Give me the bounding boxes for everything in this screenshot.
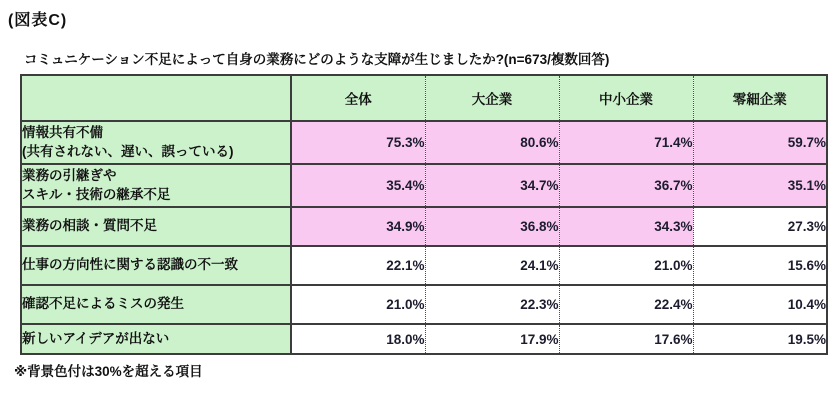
corner-cell — [21, 75, 291, 121]
value-cell: 34.3% — [559, 207, 693, 246]
value-cell: 59.7% — [693, 121, 827, 164]
value-cell: 36.7% — [559, 164, 693, 207]
row-label: 新しいアイデアが出ない — [21, 324, 291, 354]
table-body — [21, 121, 827, 354]
row-label: 確認不足によるミスの発生 — [21, 285, 291, 324]
column-header-1: 全体 — [291, 75, 425, 121]
value-cell: 15.6% — [693, 246, 827, 285]
value-cell: 17.9% — [425, 324, 559, 354]
value-cell: 34.9% — [291, 207, 425, 246]
table-row — [21, 285, 827, 324]
value-cell: 75.3% — [291, 121, 425, 164]
value-cell: 36.8% — [425, 207, 559, 246]
value-cell: 34.7% — [425, 164, 559, 207]
header-row — [21, 75, 827, 121]
table-row — [21, 246, 827, 285]
value-cell: 17.6% — [559, 324, 693, 354]
column-header-2: 大企業 — [425, 75, 559, 121]
value-cell: 71.4% — [559, 121, 693, 164]
value-cell: 21.0% — [291, 285, 425, 324]
value-cell: 35.1% — [693, 164, 827, 207]
value-cell: 18.0% — [291, 324, 425, 354]
column-header-4: 零細企業 — [693, 75, 827, 121]
value-cell: 80.6% — [425, 121, 559, 164]
value-cell: 35.4% — [291, 164, 425, 207]
value-cell: 27.3% — [693, 207, 827, 246]
table-row — [21, 207, 827, 246]
row-label: 業務の引継ぎや スキル・技術の継承不足 — [21, 164, 291, 207]
value-cell: 22.3% — [425, 285, 559, 324]
row-label: 業務の相談・質問不足 — [21, 207, 291, 246]
value-cell: 21.0% — [559, 246, 693, 285]
figure-content — [14, 48, 828, 380]
value-cell: 10.4% — [693, 285, 827, 324]
figure-label: (図表C) — [8, 12, 68, 29]
table-row — [21, 324, 827, 354]
value-cell: 22.4% — [559, 285, 693, 324]
column-header-3: 中小企業 — [559, 75, 693, 121]
value-cell: 19.5% — [693, 324, 827, 354]
value-cell: 24.1% — [425, 246, 559, 285]
table-row — [21, 121, 827, 164]
table-row — [21, 164, 827, 207]
value-cell: 22.1% — [291, 246, 425, 285]
table-header — [21, 75, 827, 121]
table-title: コミュニケーション不足によって自身の業務にどのような支障が生じましたか?(n=673/複数回答) — [24, 52, 610, 67]
row-label: 仕事の方向性に関する認識の不一致 — [21, 246, 291, 285]
row-label: 情報共有不備 (共有されない、遅い、誤っている) — [21, 121, 291, 164]
survey-table — [20, 74, 828, 355]
footnote: ※背景色付は30%を超える項目 — [14, 364, 203, 379]
